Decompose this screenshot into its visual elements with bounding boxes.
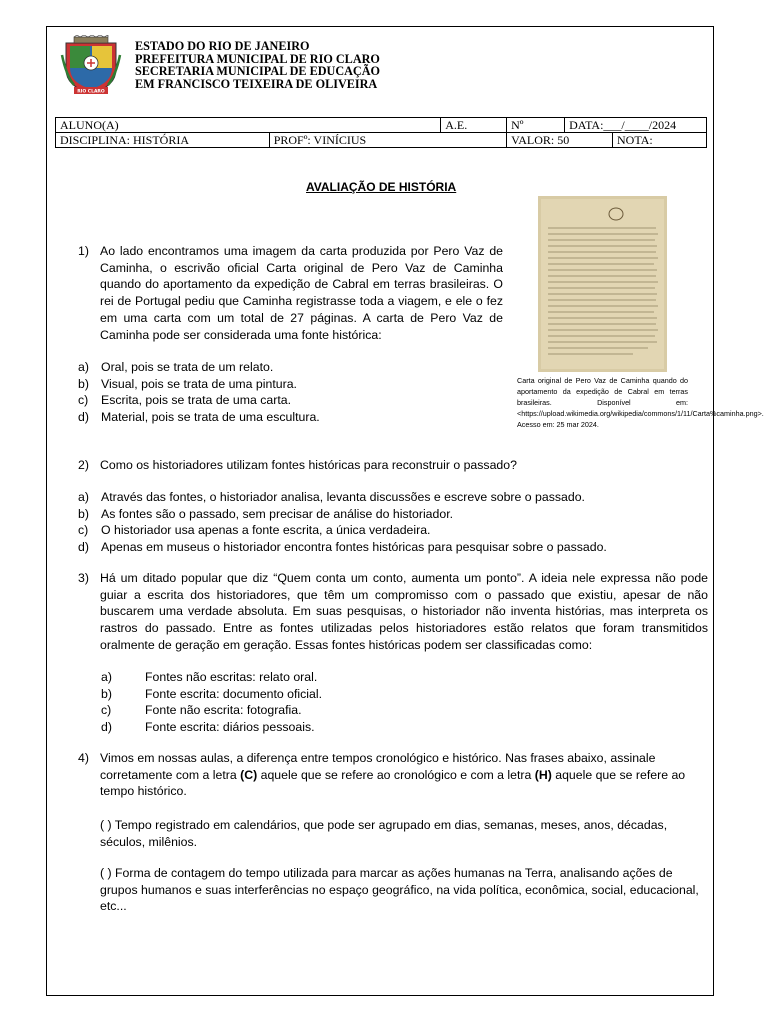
question-3-options xyxy=(101,669,701,736)
option-letter: d) xyxy=(78,410,89,425)
option-letter: d) xyxy=(101,720,112,735)
option-letter: b) xyxy=(101,686,112,701)
option[interactable] xyxy=(101,719,701,736)
option-text: Fonte escrita: diários pessoais. xyxy=(145,720,315,735)
option-text: Material, pois se trata de uma escultura. xyxy=(101,410,320,425)
page-title: AVALIAÇÃO DE HISTÓRIA xyxy=(306,180,457,194)
option[interactable] xyxy=(101,669,701,686)
fill-in-item-text: ( ) Forma de contagem do tempo utilizada para marcar as ações humanas na Terra, analisando ações de grupos humanos e suas interferências no espaço geográfico, na vida política, econômica, social, educacional, etc... xyxy=(100,866,699,914)
org-line: ESTADO DO RIO DE JANEIRO xyxy=(135,39,310,53)
question-text: Ao lado encontramos uma imagem da carta produzida por Pero Vaz de Caminha, o escrivão oficial Carta original de Pero Vaz de Caminha quando do aportamento da expedição de Cabral em terras brasileiras. O rei de Portugal pediu que Caminha registrasse toda a viagem, e ele o fez em uma carta com um total de 27 páginas. A carta de Pero Vaz de Caminha pode ser considerada uma fonte histórica: xyxy=(100,244,503,342)
org-line: SECRETARIA MUNICIPAL DE EDUCAÇÃO xyxy=(135,64,381,78)
option-letter: c) xyxy=(78,393,89,408)
option[interactable] xyxy=(101,702,701,719)
option[interactable] xyxy=(78,522,708,539)
student-info-table xyxy=(55,117,707,148)
question-4-item[interactable] xyxy=(100,865,708,915)
question-4-item[interactable] xyxy=(100,817,708,850)
school-header xyxy=(135,40,380,90)
question-2-options xyxy=(78,489,708,556)
option-text: Fonte escrita: documento oficial. xyxy=(145,686,323,701)
option-text: As fontes são o passado, sem precisar de análise do historiador. xyxy=(101,506,454,521)
option-text: Através das fontes, o historiador analisa, levanta discussões e escreve sobre o passado. xyxy=(101,490,585,504)
option[interactable] xyxy=(78,489,708,506)
option-letter: a) xyxy=(78,360,89,374)
option-letter: c) xyxy=(78,523,89,538)
logo-banner-text: RIO CLARO xyxy=(77,89,105,95)
fill-in-item-text: ( ) Tempo registrado em calendários, que pode ser agrupado em dias, semanas, meses, anos, décadas, séculos, milênios. xyxy=(100,818,668,849)
numero-field[interactable]: Nº xyxy=(507,118,565,133)
option[interactable] xyxy=(78,506,708,523)
option[interactable] xyxy=(78,539,708,556)
option-text: O historiador usa apenas a fonte escrita, a única verdadeira. xyxy=(101,523,431,538)
professor-field: PROFº: VINÍCIUS xyxy=(269,133,506,148)
question-number: 3) xyxy=(78,571,89,585)
option-letter: a) xyxy=(101,670,112,684)
option[interactable] xyxy=(78,359,503,376)
org-line: PREFEITURA MUNICIPAL DE RIO CLARO xyxy=(135,51,380,66)
option-text: Fontes não escritas: relato oral. xyxy=(145,670,318,684)
question-1-options xyxy=(78,359,503,426)
rio-claro-coat-of-arms-logo xyxy=(60,35,122,95)
data-field[interactable]: DATA:___/____/2024 xyxy=(565,118,707,133)
option-letter: a) xyxy=(78,490,89,504)
question-text: Há um ditado popular que diz “Quem conta um conto, aumenta um ponto”. A ideia nele expressa não pode guiar a escrita dos historiadores, que têm um compromisso com o passado que existiu, apesar de não buscarem uma verdade absoluta. Em suas pesquisas, o historiador não inventa histórias, mas interpreta os rastros do passado. Entre as fontes utilizadas pelos historiadores estão relatos que foram transmitidos oralmente de geração em geração. Essas fontes históricas podem ser classificadas como: xyxy=(100,571,708,652)
option-letter: b) xyxy=(78,376,89,391)
option-letter: c) xyxy=(101,703,112,718)
question-number: 1) xyxy=(78,244,89,258)
question-number: 4) xyxy=(78,751,89,765)
option-letter: d) xyxy=(78,540,89,555)
org-line: EM FRANCISCO TEIXEIRA DE OLIVEIRA xyxy=(135,76,378,91)
letter-c-marker: (C) xyxy=(240,767,258,782)
option-text: Visual, pois se trata de uma pintura. xyxy=(101,376,297,391)
letter-h-marker: (H) xyxy=(534,767,552,782)
option[interactable] xyxy=(78,392,503,409)
disciplina-field: DISCIPLINA: HISTÓRIA xyxy=(56,133,270,148)
option-text: Oral, pois se trata de um relato. xyxy=(101,360,274,374)
option-text: Fonte não escrita: fotografia. xyxy=(145,703,302,718)
option[interactable] xyxy=(78,409,503,426)
question-text: Como os historiadores utilizam fontes históricas para reconstruir o passado? xyxy=(100,458,517,472)
option-text: Escrita, pois se trata de uma carta. xyxy=(101,393,292,408)
option-text: Apenas em museus o historiador encontra fontes históricas para pesquisar sobre o passado. xyxy=(101,540,607,555)
nota-field[interactable]: NOTA: xyxy=(613,133,707,148)
aluno-field[interactable]: ALUNO(A) xyxy=(56,118,441,133)
pero-vaz-caminha-letter-image xyxy=(538,196,667,372)
option[interactable] xyxy=(78,376,503,393)
option[interactable] xyxy=(101,686,701,703)
question-text: Vimos em nossas aulas, a diferença entre tempos cronológico e histórico. Nas frases abaixo, assinale corretamente com a letra (C) aquele que se refere ao cronológico e com a letra (H) aquele que se refere ao tempo histórico. xyxy=(100,751,686,799)
image-caption: Carta original de Pero Vaz de Caminha quando do aportamento da expedição de Cabral em terras brasileiras. Disponível em: <https://upload.wikimedia.org/wikipedia/commons/1/11/Carta%caminha.png>. Acesso em: 25 mar 2024. xyxy=(517,376,764,429)
option-letter: b) xyxy=(78,506,89,521)
question-number: 2) xyxy=(78,458,89,472)
valor-field: VALOR: 50 xyxy=(507,133,613,148)
ae-field[interactable]: A.E. xyxy=(441,118,507,133)
